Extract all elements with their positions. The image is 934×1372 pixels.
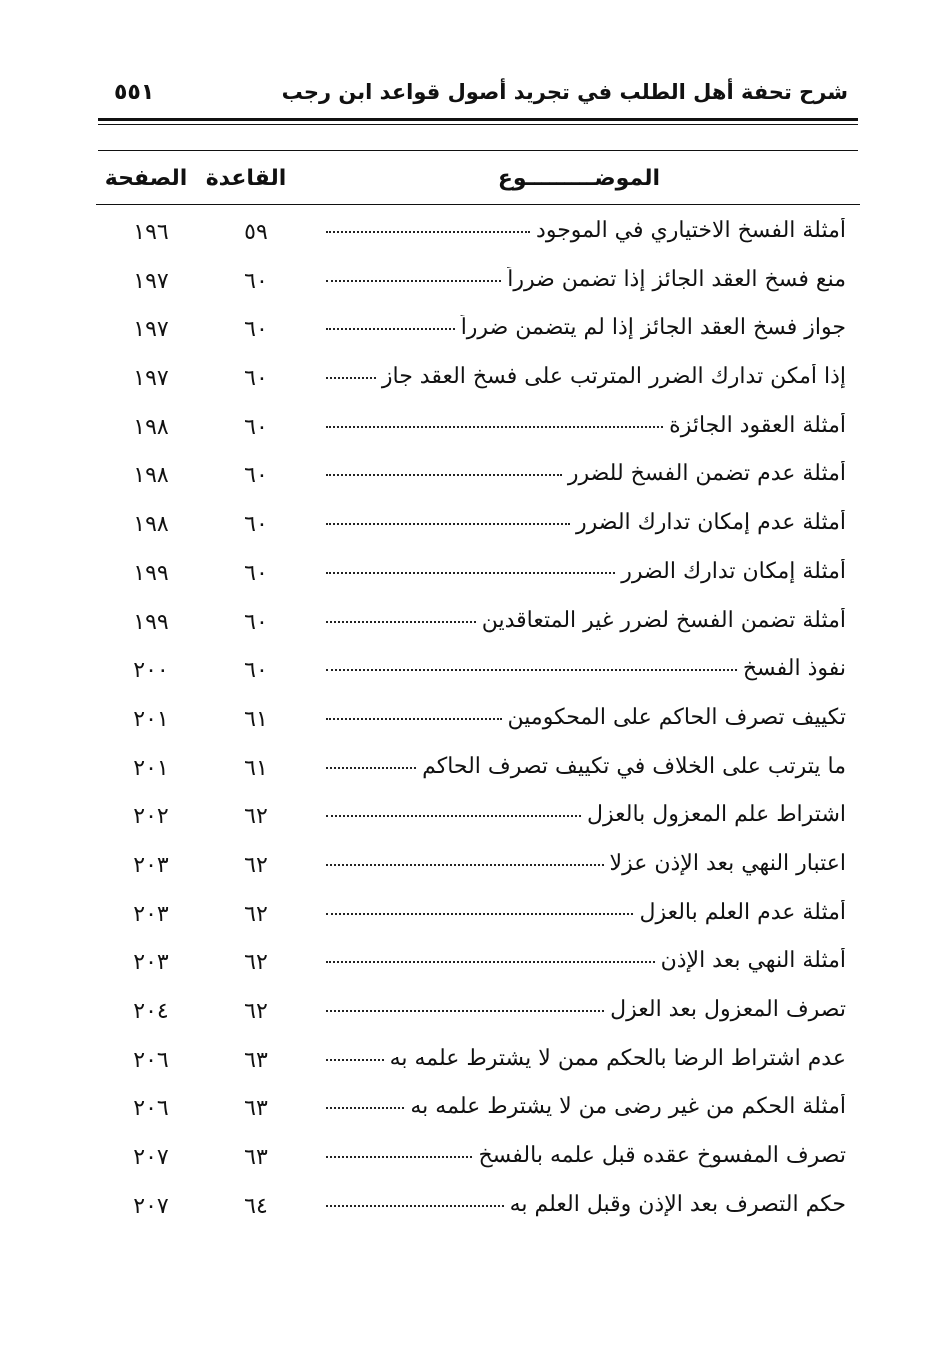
topic-text: أمثلة عدم إمكان تدارك الضرر xyxy=(576,510,846,536)
rule-number: ٦٠ xyxy=(244,366,268,392)
topic-cell xyxy=(326,510,846,535)
table-row xyxy=(96,212,860,261)
topic-cell xyxy=(326,705,846,730)
column-header-page: الصفحة xyxy=(104,166,188,191)
rule-number: ٦١ xyxy=(244,706,268,732)
topic-cell xyxy=(326,1192,846,1217)
header-rule-thin xyxy=(98,124,858,125)
page-reference: ١٩٩ xyxy=(133,560,169,586)
leader-dots xyxy=(326,717,502,720)
table-row xyxy=(96,748,860,797)
page-reference: ١٩٧ xyxy=(133,268,169,294)
rule-number: ٦٠ xyxy=(244,268,268,294)
topic-cell xyxy=(326,608,846,633)
leader-dots xyxy=(326,766,416,769)
table-row xyxy=(96,942,860,991)
page-reference: ٢٠٢ xyxy=(133,804,169,830)
running-head xyxy=(96,80,858,116)
leader-dots xyxy=(326,473,562,476)
leader-dots xyxy=(326,960,655,963)
leader-dots xyxy=(326,1155,472,1158)
topic-cell xyxy=(326,802,846,827)
table-top-rule xyxy=(98,150,858,151)
topic-cell xyxy=(326,754,846,779)
leader-dots xyxy=(326,912,633,915)
rule-number: ٦٠ xyxy=(244,512,268,538)
topic-cell xyxy=(326,315,846,340)
topic-text: حكم التصرف بعد الإذن وقبل العلم به xyxy=(509,1191,846,1217)
topic-cell xyxy=(326,364,846,389)
page-reference: ٢٠٧ xyxy=(133,1145,169,1171)
page-reference: ٢٠٦ xyxy=(133,1047,169,1073)
rule-number: ٦٢ xyxy=(244,852,268,878)
rule-number: ٦٠ xyxy=(244,317,268,343)
table-row xyxy=(96,602,860,651)
index-table xyxy=(96,160,860,204)
leader-dots xyxy=(326,1204,504,1207)
page-reference: ٢٠٦ xyxy=(133,1096,169,1122)
page-reference: ١٩٦ xyxy=(133,220,169,245)
topic-text: نفوذ الفسخ xyxy=(742,656,846,682)
topic-cell xyxy=(326,267,846,292)
table-row xyxy=(96,845,860,894)
topic-cell xyxy=(326,559,846,584)
topic-text: منع فسخ العقد الجائز إذا تضمن ضرراً xyxy=(507,266,846,292)
rule-number: ٦٢ xyxy=(244,950,268,976)
topic-text: تصرف المفسوخ عقده قبل علمه بالفسخ xyxy=(478,1143,846,1169)
table-row xyxy=(96,455,860,504)
page-reference: ١٩٧ xyxy=(133,317,169,343)
topic-text: اعتبار النهي بعد الإذن عزلا xyxy=(609,850,846,876)
page-reference: ٢٠١ xyxy=(133,755,169,781)
rule-number: ٦٠ xyxy=(244,414,268,440)
table-row xyxy=(96,796,860,845)
page-reference: ٢٠٣ xyxy=(133,901,169,927)
rule-number: ٦٠ xyxy=(244,609,268,635)
table-row xyxy=(96,1040,860,1089)
header-underline xyxy=(96,204,860,205)
topic-text: ما يترتب على الخلاف في تكييف تصرف الحاكم xyxy=(422,753,846,779)
rule-number: ٦٣ xyxy=(244,1047,268,1073)
leader-dots xyxy=(326,279,501,282)
leader-dots xyxy=(326,863,604,866)
page-reference: ٢٠٣ xyxy=(133,950,169,976)
leader-dots xyxy=(326,522,570,525)
topic-cell xyxy=(326,413,846,438)
topic-cell xyxy=(326,461,846,486)
leader-dots xyxy=(326,327,455,330)
topic-cell xyxy=(326,851,846,876)
rule-number: ٥٩ xyxy=(244,220,268,245)
topic-text: اشتراط علم المعزول بالعزل xyxy=(587,802,846,828)
table-row xyxy=(96,358,860,407)
page-reference: ١٩٨ xyxy=(133,512,169,538)
leader-dots xyxy=(326,571,615,574)
table-row xyxy=(96,1186,860,1235)
table-header xyxy=(96,160,860,204)
column-header-topic: الموضـــــــــوع xyxy=(497,166,660,191)
page-reference: ٢٠٣ xyxy=(133,852,169,878)
topic-text: أمثلة إمكان تدارك الضرر xyxy=(621,558,846,584)
page-reference: ١٩٨ xyxy=(133,463,169,489)
rule-number: ٦٠ xyxy=(244,560,268,586)
table-row xyxy=(96,1088,860,1137)
topic-cell xyxy=(326,1094,846,1119)
topic-text: أمثلة عدم تضمن الفسخ للضرر xyxy=(567,461,846,487)
topic-text: أمثلة النهي بعد الإذن xyxy=(660,948,846,974)
topic-cell xyxy=(326,656,846,681)
leader-dots xyxy=(326,620,476,623)
page-reference: ١٩٩ xyxy=(133,609,169,635)
rule-number: ٦٤ xyxy=(244,1193,268,1219)
topic-cell xyxy=(326,1046,846,1071)
rule-number: ٦٣ xyxy=(244,1145,268,1171)
topic-text: إذا أمكن تدارك الضرر المترتب على فسخ العقد جاز xyxy=(381,364,846,390)
page-number: ٥٥١ xyxy=(114,80,155,105)
topic-text: جواز فسخ العقد الجائز إذا لم يتضمن ضرراً xyxy=(460,315,846,341)
rule-number: ٦٢ xyxy=(244,999,268,1024)
page-reference: ٢٠٧ xyxy=(133,1193,169,1219)
table-row xyxy=(96,699,860,748)
leader-dots xyxy=(326,668,737,671)
table-row xyxy=(96,309,860,358)
leader-dots xyxy=(326,230,530,233)
rule-number: ٦٠ xyxy=(244,658,268,684)
rule-number: ٦٢ xyxy=(244,901,268,927)
rule-number: ٦١ xyxy=(244,755,268,781)
page-reference: ٢٠١ xyxy=(133,706,169,732)
book-title: شرح تحفة أهل الطلب في تجريد أصول قواعد ابن رجب xyxy=(281,80,848,104)
rule-number: ٦٢ xyxy=(244,804,268,830)
topic-cell xyxy=(326,948,846,973)
topic-cell xyxy=(326,218,846,243)
topic-cell xyxy=(326,997,846,1022)
table-body xyxy=(96,212,860,1234)
rule-number: ٦٣ xyxy=(244,1096,268,1122)
page-reference: ٢٠٤ xyxy=(133,999,169,1024)
table-row xyxy=(96,407,860,456)
topic-text: أمثلة الحكم من غير رضى من لا يشترط علمه به xyxy=(410,1094,846,1120)
header-rule-thick xyxy=(98,118,858,121)
table-row xyxy=(96,1137,860,1186)
topic-text: أمثلة تضمن الفسخ لضرر غير المتعاقدين xyxy=(481,607,846,633)
column-header-rule: القاعدة xyxy=(205,166,287,191)
topic-cell xyxy=(326,900,846,925)
topic-text: أمثلة عدم العلم بالعزل xyxy=(639,899,846,925)
leader-dots xyxy=(326,376,376,379)
rule-number: ٦٠ xyxy=(244,463,268,489)
page-reference: ٢٠٠ xyxy=(133,658,169,684)
leader-dots xyxy=(326,1058,384,1061)
table-row xyxy=(96,553,860,602)
page-reference: ١٩٧ xyxy=(133,366,169,392)
table-row xyxy=(96,991,860,1040)
table-row xyxy=(96,504,860,553)
topic-text: أمثلة العقود الجائزة xyxy=(669,412,846,438)
topic-text: عدم اشتراط الرضا بالحكم ممن لا يشترط علمه به xyxy=(389,1045,846,1071)
table-row xyxy=(96,261,860,310)
leader-dots xyxy=(326,1009,604,1012)
topic-text: تصرف المعزول بعد العزل xyxy=(610,997,846,1022)
topic-text: أمثلة الفسخ الاختياري في الموجود xyxy=(536,218,846,243)
leader-dots xyxy=(326,814,581,817)
topic-cell xyxy=(326,1143,846,1168)
leader-dots xyxy=(326,425,663,428)
leader-dots xyxy=(326,1106,404,1109)
page-reference: ١٩٨ xyxy=(133,414,169,440)
table-row xyxy=(96,894,860,943)
topic-text: تكييف تصرف الحاكم على المحكومين xyxy=(507,704,846,730)
table-row xyxy=(96,650,860,699)
